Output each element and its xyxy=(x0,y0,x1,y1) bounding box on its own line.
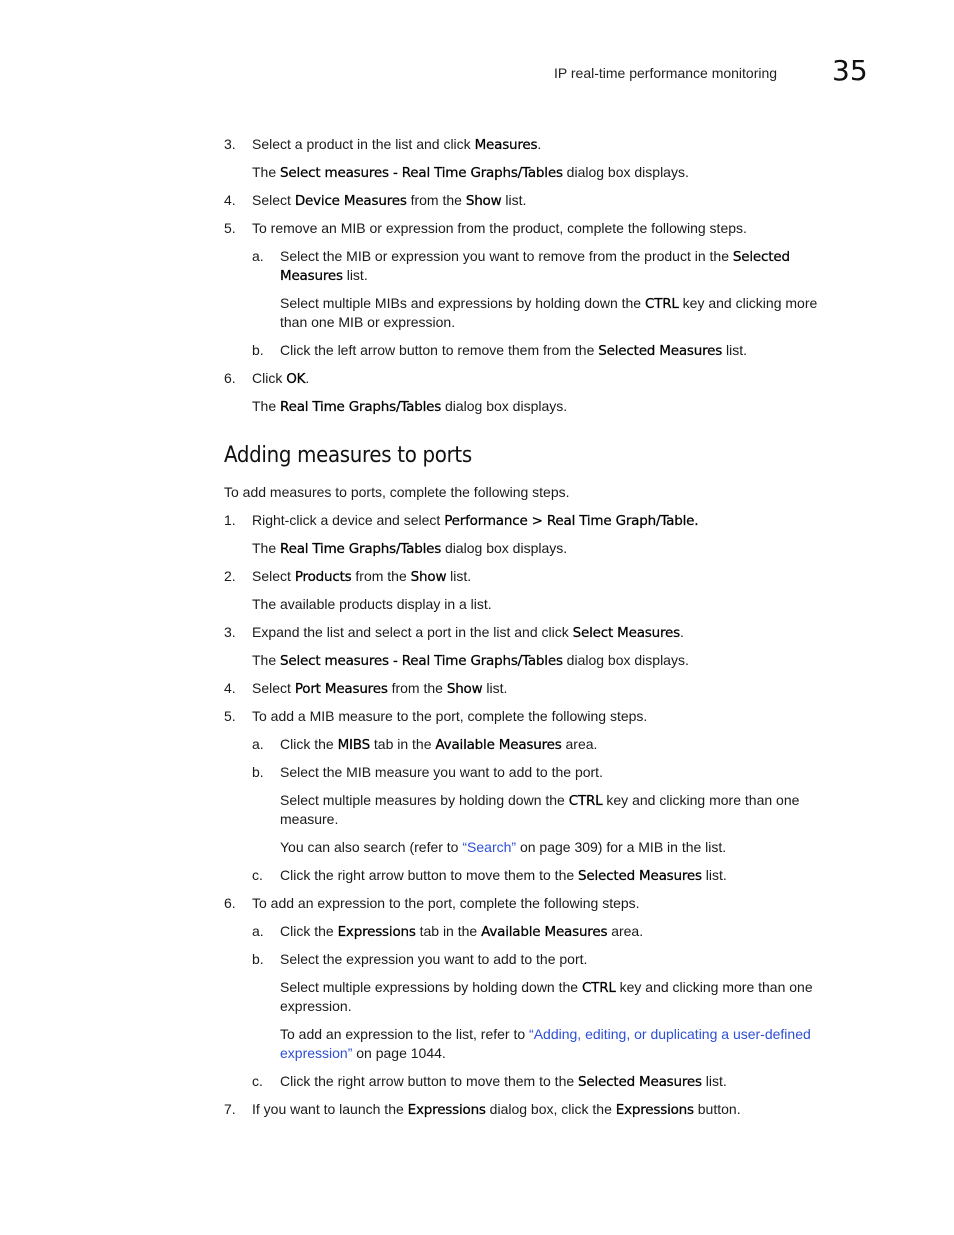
substep-marker: a. xyxy=(252,736,264,752)
substep-note-cont: expression” on page 1044. xyxy=(280,1045,446,1061)
step-marker: 2. xyxy=(224,568,236,584)
substep-note: Select multiple MIBs and expressions by holding down the CTRL key and clicking more xyxy=(280,295,818,312)
step-marker: 4. xyxy=(224,192,236,208)
chapter-number: 35 xyxy=(832,54,868,87)
substep-text: Click the right arrow button to move them to the Selected Measures list. xyxy=(280,1073,727,1090)
substep-note: To add an expression to the list, refer to “Adding, editing, or duplicating a user-defined xyxy=(280,1026,811,1042)
step-text: To add a MIB measure to the port, complete the following steps. xyxy=(252,708,648,724)
step-text: If you want to launch the Expressions dialog box, click the Expressions button. xyxy=(252,1101,741,1118)
step-text: Click OK. xyxy=(252,370,310,387)
step-text: Right-click a device and select Performance > Real Time Graph/Table. xyxy=(252,512,699,529)
step-text: Select Device Measures from the Show list. xyxy=(252,192,527,209)
substep-marker: b. xyxy=(252,764,264,780)
step-result: The available products display in a list. xyxy=(252,596,492,612)
substep-note: You can also search (refer to “Search” on page 309) for a MIB in the list. xyxy=(280,839,727,855)
step-result: The Select measures - Real Time Graphs/Tables dialog box displays. xyxy=(252,164,689,181)
substep-marker: a. xyxy=(252,248,264,264)
section-heading: Adding measures to ports xyxy=(224,443,472,468)
step-text: Expand the list and select a port in the list and click Select Measures. xyxy=(252,624,684,641)
step-marker: 6. xyxy=(224,895,236,911)
step-result: The Real Time Graphs/Tables dialog box displays. xyxy=(252,398,568,415)
step-text: Select Products from the Show list. xyxy=(252,568,472,585)
substep-text: Select the MIB measure you want to add to the port. xyxy=(280,764,603,780)
substep-text: Click the right arrow button to move them to the Selected Measures list. xyxy=(280,867,727,884)
step-marker: 5. xyxy=(224,708,236,724)
step-text: Select a product in the list and click Measures. xyxy=(252,136,542,153)
substep-note-cont: than one MIB or expression. xyxy=(280,314,456,330)
step-marker: 7. xyxy=(224,1101,236,1117)
substep-marker: c. xyxy=(252,867,263,883)
substep-marker: b. xyxy=(252,342,264,358)
substep-text-cont: Measures list. xyxy=(280,267,368,284)
step-result: The Real Time Graphs/Tables dialog box displays. xyxy=(252,540,568,557)
substep-note-cont: measure. xyxy=(280,811,339,827)
step-text: To remove an MIB or expression from the product, complete the following steps. xyxy=(252,220,747,236)
step-marker: 6. xyxy=(224,370,236,386)
step-marker: 4. xyxy=(224,680,236,696)
substep-note-cont: expression. xyxy=(280,998,352,1014)
expression-link[interactable]: “Adding, editing, or duplicating a user-defined xyxy=(529,1026,811,1042)
substep-note: Select multiple measures by holding down the CTRL key and clicking more than one xyxy=(280,792,800,809)
substep-marker: a. xyxy=(252,923,264,939)
substep-text: Click the left arrow button to remove them from the Selected Measures list. xyxy=(280,342,747,359)
substep-text: Click the Expressions tab in the Available Measures area. xyxy=(280,923,644,940)
substep-marker: b. xyxy=(252,951,264,967)
search-link[interactable]: “Search” xyxy=(462,839,517,855)
step-result: The Select measures - Real Time Graphs/Tables dialog box displays. xyxy=(252,652,689,669)
substep-text: Select the MIB or expression you want to remove from the product in the Selected xyxy=(280,248,790,265)
substep-note: Select multiple expressions by holding down the CTRL key and clicking more than one xyxy=(280,979,813,996)
step-marker: 3. xyxy=(224,136,236,152)
step-text: Select Port Measures from the Show list. xyxy=(252,680,508,697)
expression-link-cont[interactable]: expression” xyxy=(280,1045,353,1061)
step-text: To add an expression to the port, complete the following steps. xyxy=(252,895,640,911)
running-header: IP real-time performance monitoring xyxy=(554,65,778,81)
step-marker: 5. xyxy=(224,220,236,236)
substep-marker: c. xyxy=(252,1073,263,1089)
ui-term: Measures xyxy=(474,137,538,153)
intro-paragraph: To add measures to ports, complete the following steps. xyxy=(224,484,570,500)
step-marker: 3. xyxy=(224,624,236,640)
step-marker: 1. xyxy=(224,512,236,528)
substep-text: Select the expression you want to add to the port. xyxy=(280,951,588,967)
substep-text: Click the MIBS tab in the Available Measures area. xyxy=(280,736,598,753)
